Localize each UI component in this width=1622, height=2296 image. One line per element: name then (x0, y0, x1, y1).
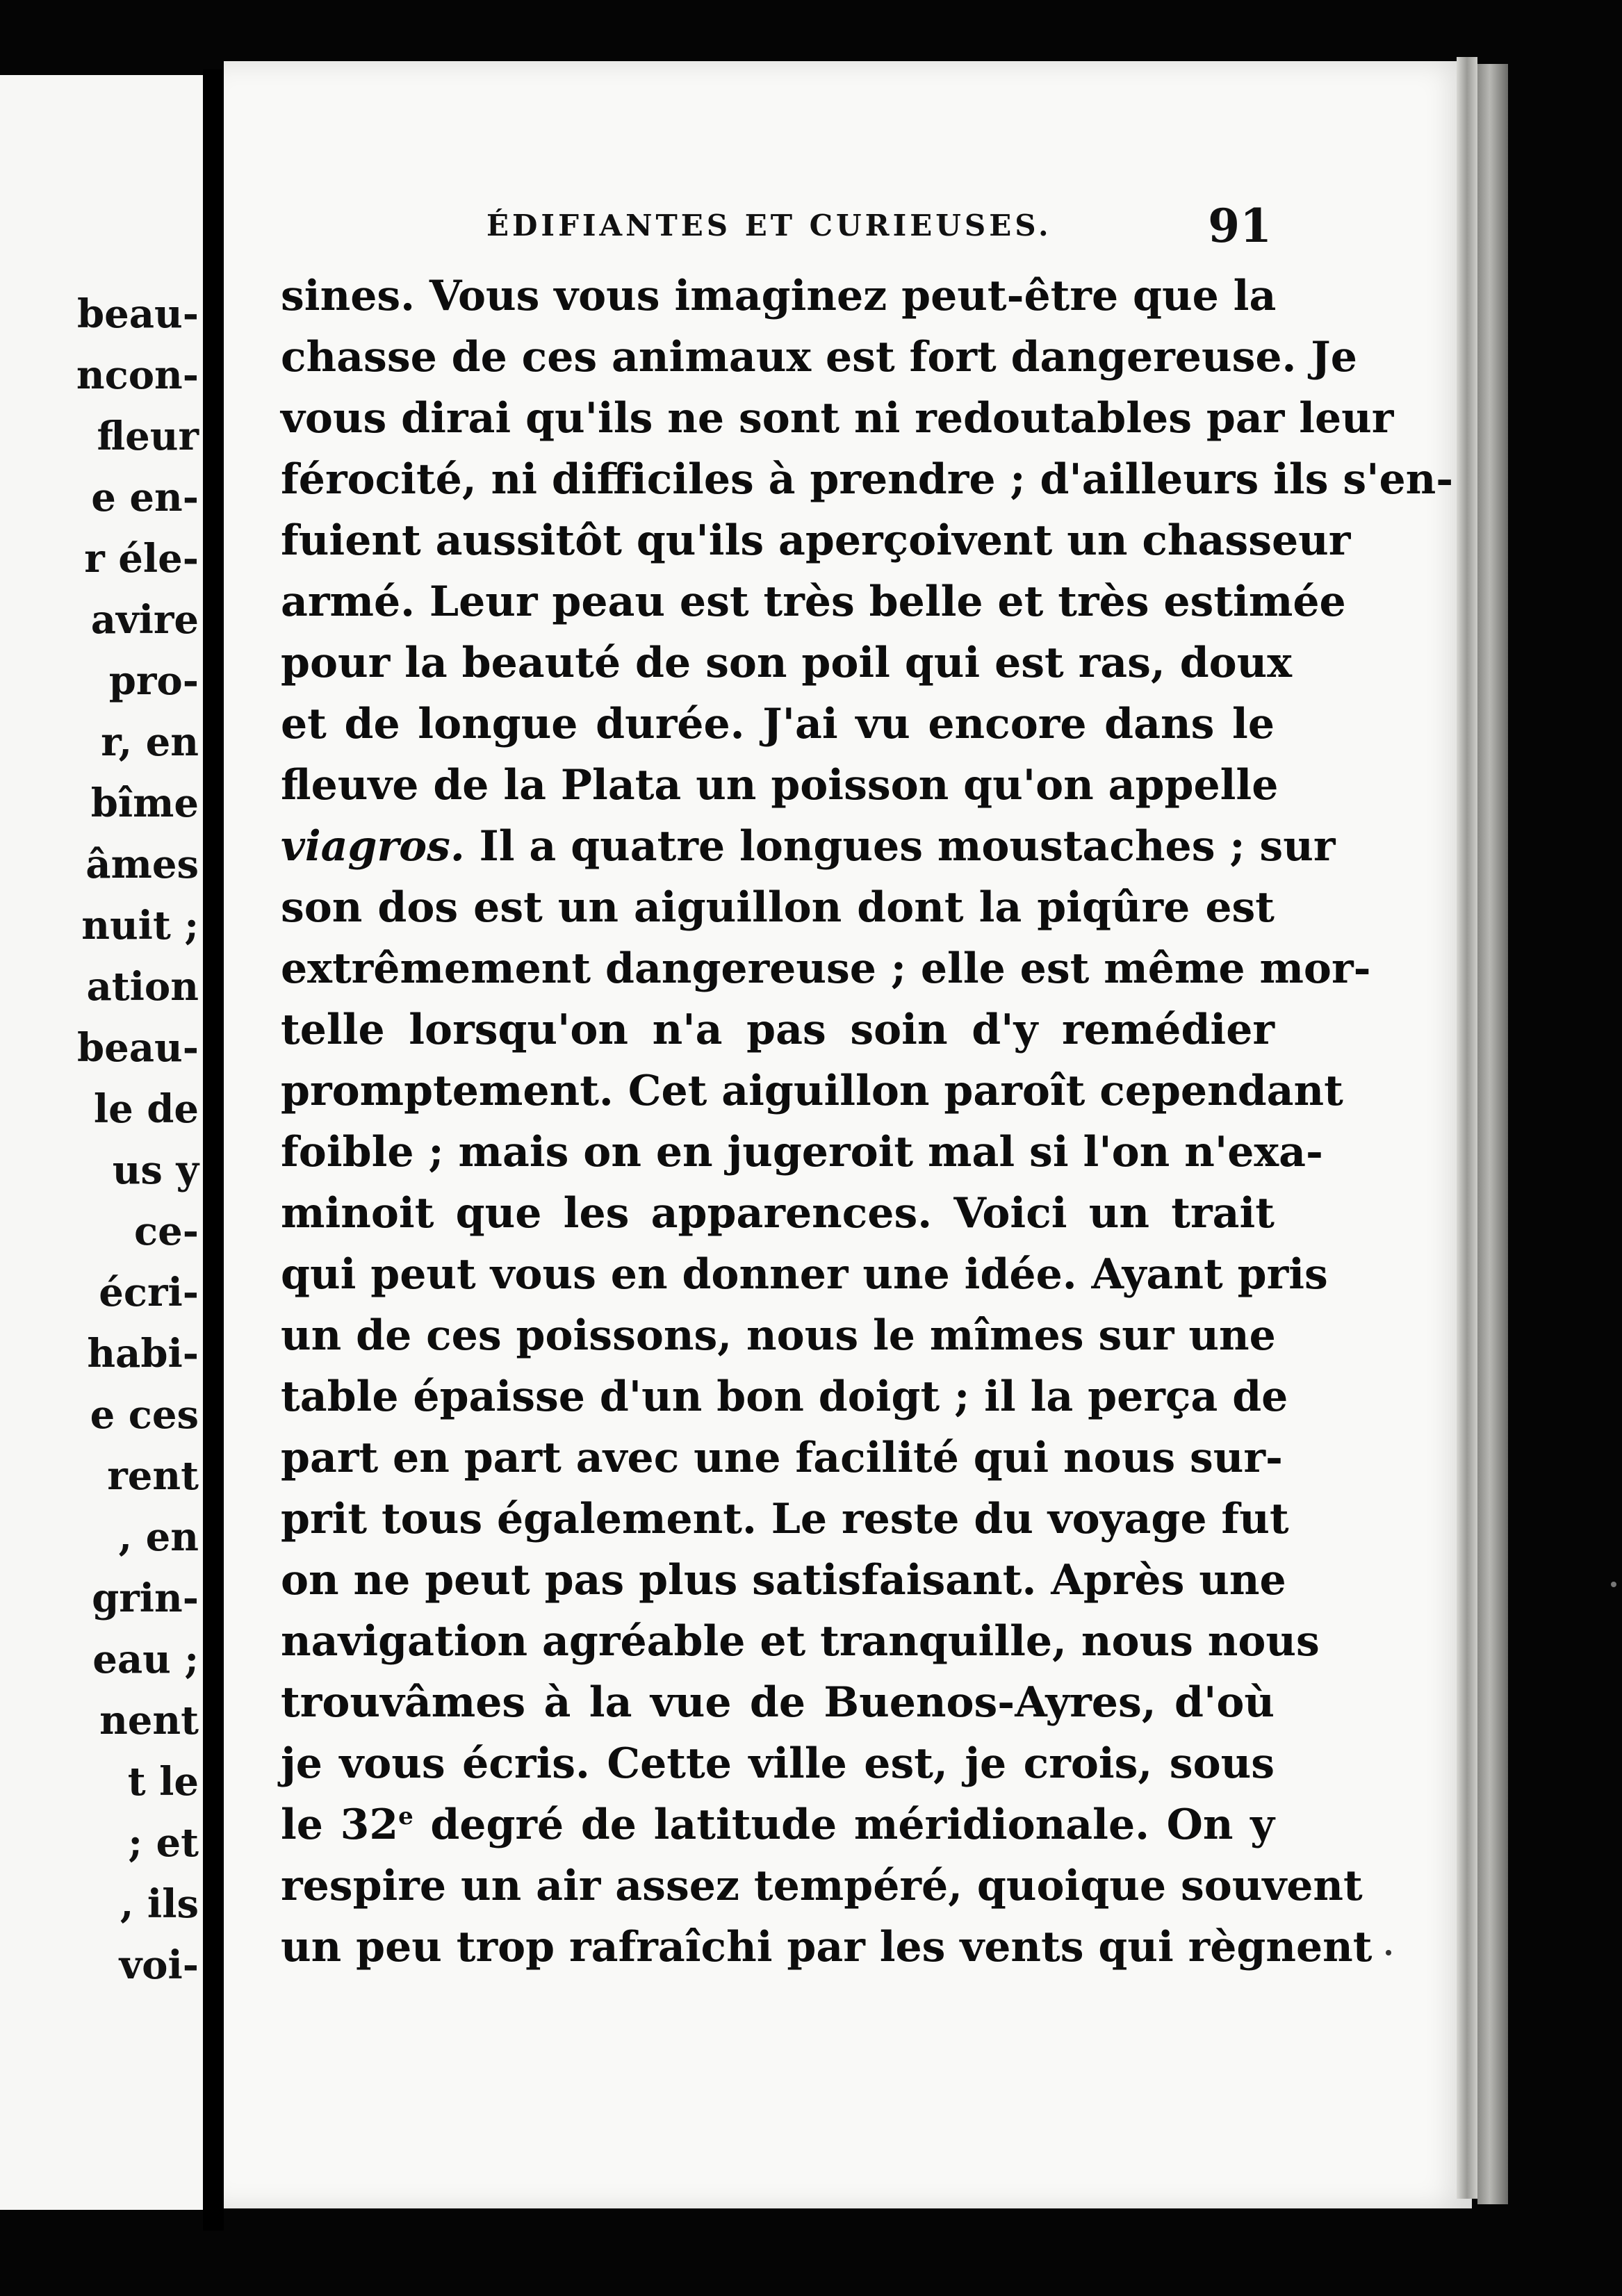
text-line-content: Il a quatre longues moustaches ; sur (464, 822, 1336, 871)
previous-page-line: nuit ; (81, 903, 199, 949)
ordinal-suffix: e (398, 1803, 413, 1830)
previous-page-line: beau- (76, 291, 199, 337)
text-line-content: degré de latitude méridionale. On y (413, 1801, 1275, 1849)
text-line: férocité, ni difficiles à prendre ; d'ailleurs ils s'en- (281, 455, 1454, 504)
text-line: fuient aussitôt qu'ils aperçoivent un chasseur (281, 516, 1351, 565)
previous-page-line: grin- (92, 1575, 199, 1621)
degree-number: le 32 (281, 1801, 399, 1849)
text-line: son dos est un aiguillon dont la piqûre est (281, 883, 1275, 932)
running-head: ÉDIFIANTES ET CURIEUSES. (486, 208, 1052, 243)
text-line: chasse de ces animaux est fort dangereuse. Je (281, 333, 1357, 382)
text-line: table épaisse d'un bon doigt ; il la perça de (281, 1372, 1288, 1421)
text-line: un peu trop rafraîchi par les vents qui règnent (281, 1923, 1373, 1971)
previous-page-line: ce- (134, 1208, 199, 1254)
previous-page-line: r, en (101, 719, 199, 765)
text-line: respire un air assez tempéré, quoique souvent (281, 1862, 1363, 1910)
previous-page-line: r éle- (84, 536, 199, 582)
text-line: promptement. Cet aiguillon paroît cependant (281, 1067, 1343, 1115)
text-line: fleuve de la Plata un poisson qu'on appelle (281, 761, 1279, 810)
previous-page-line: âmes (85, 842, 199, 887)
text-line: part en part avec une facilité qui nous sur- (281, 1434, 1283, 1482)
previous-page-line: avire (90, 597, 199, 643)
text-line (281, 1794, 1275, 1855)
previous-page-text (76, 284, 199, 1996)
text-line (281, 816, 1336, 877)
previous-page-line: eau ; (92, 1637, 199, 1682)
previous-page-line: us y (112, 1147, 199, 1193)
previous-page-line: e en- (91, 475, 199, 520)
text-line: et de longue durée. J'ai vu encore dans le (281, 700, 1275, 748)
page-block-edge (1477, 64, 1508, 2204)
book-gutter (203, 69, 224, 2231)
previous-page-line: le de (93, 1086, 199, 1132)
previous-page-line: fleur (97, 413, 199, 459)
text-line: foible ; mais on en jugeroit mal si l'on n'exa- (281, 1128, 1323, 1176)
page-edge (1457, 57, 1477, 2199)
previous-page-line: , ils (120, 1881, 199, 1927)
text-line: armé. Leur peau est très belle et très estimée (281, 577, 1346, 626)
text-line: minoit que les apparences. Voici un trait (281, 1189, 1275, 1238)
previous-page-line: voi- (119, 1942, 199, 1988)
previous-page-line: bîme (90, 780, 199, 826)
text-line: je vous écris. Cette ville est, je crois, sous (281, 1739, 1275, 1788)
previous-page-line: beau- (76, 1025, 199, 1071)
previous-page-line: ncon- (76, 352, 199, 398)
previous-page-line: pro- (108, 658, 199, 704)
page-body-text (281, 265, 1454, 1978)
previous-page-line: ; et (128, 1820, 199, 1866)
italic-term: viagros. (281, 822, 465, 871)
print-speck (1386, 1950, 1391, 1955)
previous-page-line: rent (107, 1453, 199, 1499)
previous-page-fragment (0, 75, 203, 2210)
page-header (486, 199, 1272, 253)
print-speck (1611, 1582, 1616, 1587)
previous-page-line: écri- (99, 1270, 199, 1315)
text-line: un de ces poissons, nous le mîmes sur une (281, 1311, 1276, 1360)
text-line: on ne peut pas plus satisfaisant. Après une (281, 1556, 1286, 1605)
previous-page-line: ation (86, 964, 199, 1010)
text-line: vous dirai qu'ils ne sont ni redoutables par leur (281, 394, 1394, 443)
text-line: navigation agréable et tranquille, nous nous (281, 1617, 1320, 1666)
text-line: pour la beauté de son poil qui est ras, doux (281, 639, 1293, 687)
text-line: sines. Vous vous imaginez peut-être que la (281, 272, 1277, 320)
text-line: extrêmement dangereuse ; elle est même mor- (281, 944, 1371, 993)
text-line: prit tous également. Le reste du voyage fut (281, 1495, 1289, 1543)
page-number: 91 (1208, 199, 1272, 253)
previous-page-line: t le (127, 1759, 199, 1805)
previous-page-line: e ces (90, 1392, 199, 1438)
text-line: telle lorsqu'on n'a pas soin d'y remédier (281, 1006, 1275, 1054)
previous-page-line: habi- (87, 1331, 199, 1377)
previous-page-line: nent (99, 1698, 199, 1744)
text-line: trouvâmes à la vue de Buenos-Ayres, d'où (281, 1678, 1275, 1727)
text-line: qui peut vous en donner une idée. Ayant pris (281, 1250, 1328, 1299)
previous-page-line: , en (118, 1514, 199, 1560)
